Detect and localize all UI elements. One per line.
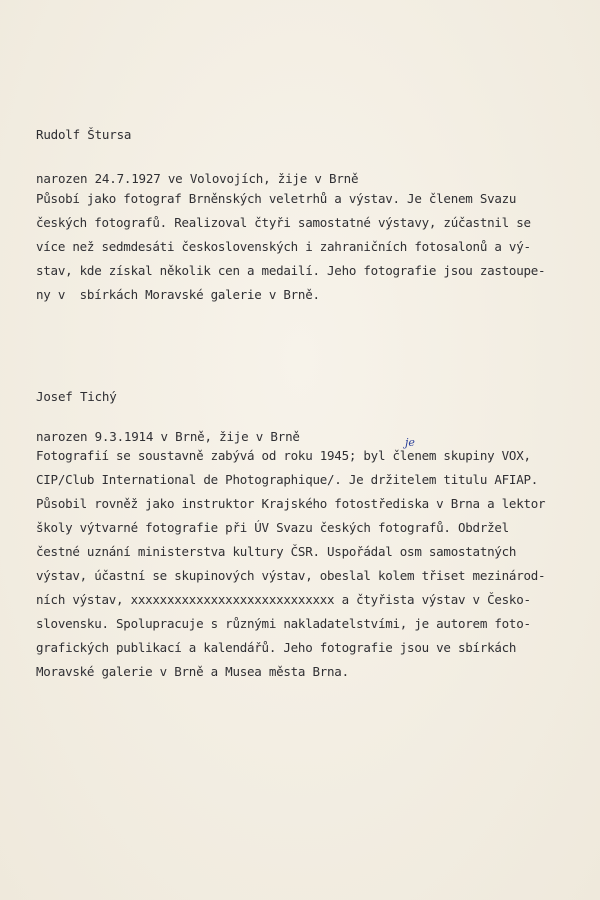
text-line: CIP/Club International de Photographique/. Je držitelem titulu AFIAP. xyxy=(36,472,539,487)
text-line: českých fotografů. Realizoval čtyři samostatné výstavy, zúčastnil se xyxy=(36,215,531,230)
biography-text xyxy=(36,187,596,307)
text-line: ních výstav, xxxxxxxxxxxxxxxxxxxxxxxxxxxx a čtyřista výstav v Česko- xyxy=(36,592,531,607)
biography-section xyxy=(36,128,596,307)
text-line: stav, kde získal několik cen a medailí. Jeho fotografie jsou zastoupe- xyxy=(36,263,546,278)
text-line: Působil rovněž jako instruktor Krajského fotostřediska v Brna a lektor xyxy=(36,496,546,511)
text-line: Působí jako fotograf Brněnských veletrhů a výstav. Je členem Svazu xyxy=(36,191,517,206)
text-line: slovensku. Spolupracuje s různými nakladatelstvími, je autorem foto- xyxy=(36,616,531,631)
birth-info: narozen 24.7.1927 ve Volovojích, žije v Brně xyxy=(36,171,359,186)
biography-text xyxy=(36,444,596,684)
text-line: Fotografií se soustavně zabývá od roku 1945; byl členem skupiny VOX, xyxy=(36,448,531,463)
text-line: Moravské galerie v Brně a Musea města Brna. xyxy=(36,664,349,679)
birth-info: narozen 9.3.1914 v Brně, žije v Brně xyxy=(36,429,300,444)
biography-section xyxy=(36,390,596,684)
handwritten-correction: je xyxy=(405,436,415,449)
text-line: školy výtvarné fotografie při ÚV Svazu českých fotografů. Obdržel xyxy=(36,520,509,535)
text-line: výstav, účastní se skupinových výstav, obeslal kolem třiset mezinárod- xyxy=(36,568,546,583)
person-name: Rudolf Štursa xyxy=(36,127,132,142)
text-line: ny v sbírkách Moravské galerie v Brně. xyxy=(36,287,320,302)
person-name: Josef Tichý xyxy=(36,389,117,404)
text-line: čestné uznání ministerstva kultury ČSR. Uspořádal osm samostatných xyxy=(36,544,517,559)
text-line: grafických publikací a kalendářů. Jeho fotografie jsou ve sbírkách xyxy=(36,640,517,655)
text-line: více než sedmdesáti československých i zahraničních fotosalonů a vý- xyxy=(36,239,531,254)
